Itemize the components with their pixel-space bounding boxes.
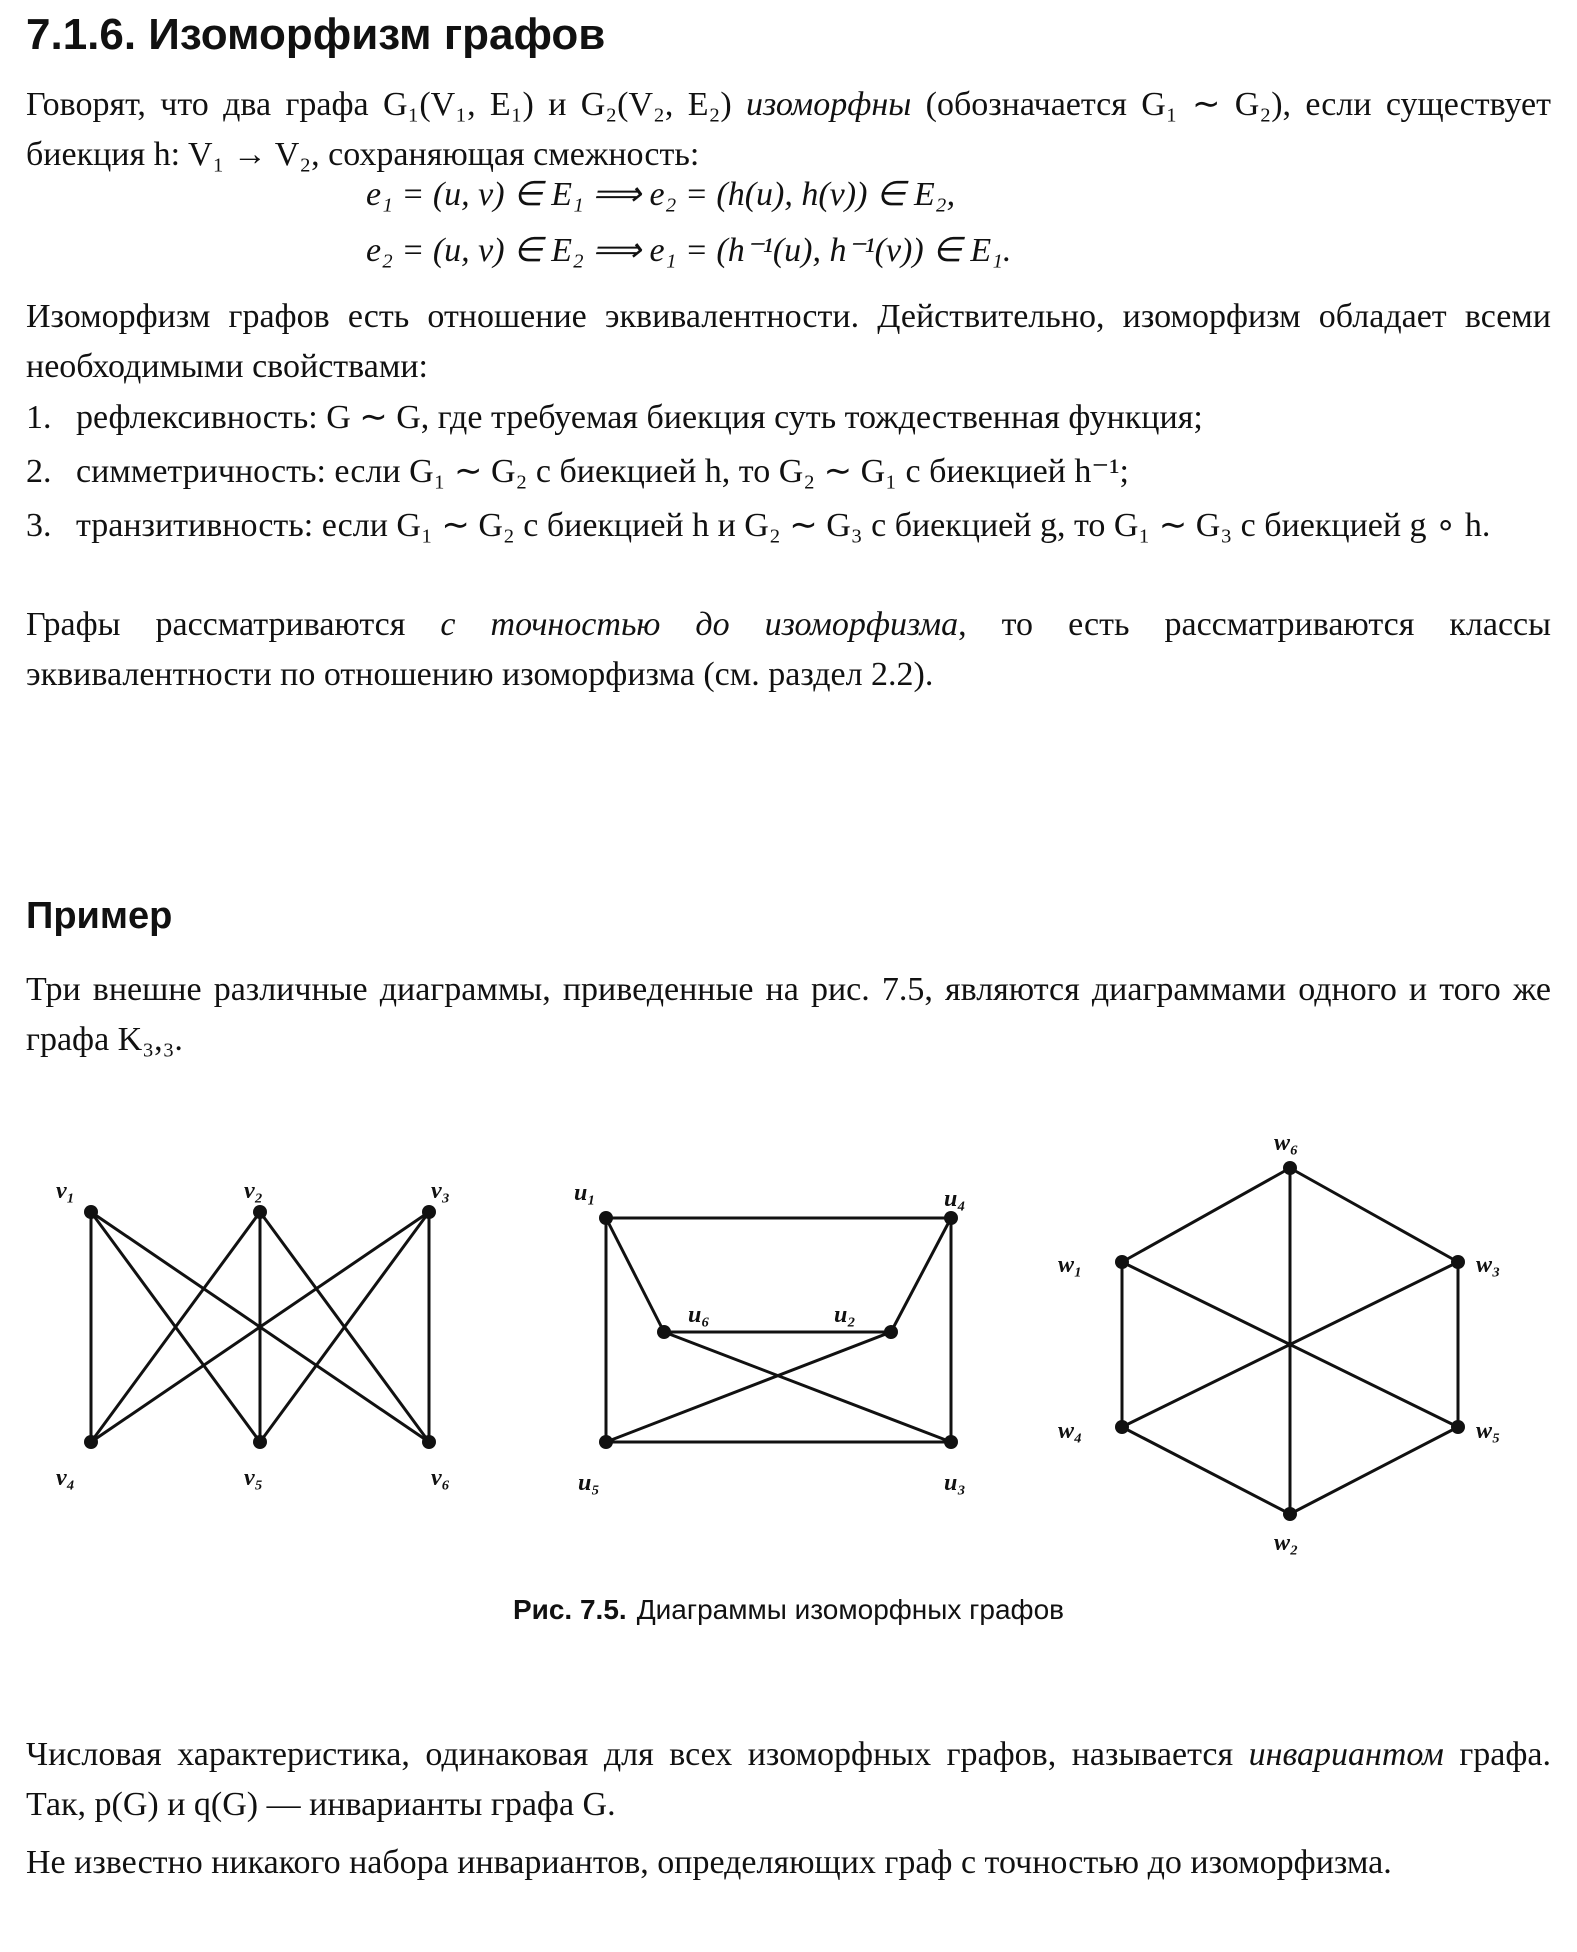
- vertex-label: u₂: [834, 1302, 856, 1328]
- vertex: [1115, 1420, 1129, 1434]
- vertex-label: v₅: [244, 1465, 264, 1491]
- vertex-label: v₂: [244, 1178, 264, 1204]
- property-number: 1.: [26, 399, 52, 436]
- graph-2-vertices: [599, 1211, 958, 1449]
- vertex-label: w₃: [1476, 1252, 1501, 1278]
- graph-1-labels: [56, 1178, 450, 1491]
- equivalence-paragraph: Изоморфизм графов есть отношение эквивалентности. Действительно, изоморфизм обладает всеми необходимыми свойствами:: [26, 298, 1551, 385]
- vertex-label: w₄: [1058, 1418, 1083, 1444]
- caption-text: Диаграммы изоморфных графов: [636, 1594, 1065, 1625]
- section-title: 7.1.6. Изоморфизм графов: [26, 10, 606, 59]
- invariant-text-1: Числовая характеристика, одинаковая для всех изоморфных графов, называется: [26, 1736, 1249, 1773]
- vertex: [884, 1325, 898, 1339]
- graph-3: [1122, 1168, 1458, 1514]
- equation-2: e₂ = (u, v) ∈ E₂ ⟹ e₁ = (h⁻¹(u), h⁻¹(v)) ∈ E₁.: [366, 232, 1012, 269]
- classes-text-1: Графы рассматриваются: [26, 606, 441, 643]
- vertex: [944, 1211, 958, 1225]
- vertex: [599, 1211, 613, 1225]
- vertex: [657, 1325, 671, 1339]
- equation-1: e₁ = (u, v) ∈ E₁ ⟹ e₂ = (h(u), h(v)) ∈ E₂,: [366, 176, 956, 213]
- vertex-label: w₂: [1274, 1530, 1299, 1556]
- vertex: [253, 1435, 267, 1449]
- property-text: рефлексивность: G ∼ G, где требуемая биекция суть тождественная функция;: [76, 399, 1203, 436]
- example-title: Пример: [26, 895, 173, 937]
- vertex-label: w₁: [1058, 1252, 1083, 1278]
- vertex-label: u₅: [578, 1470, 600, 1496]
- graph-3-labels: [1058, 1130, 1500, 1556]
- classes-italic: с точностью до изоморфизма: [440, 606, 959, 643]
- vertex-label: u₄: [944, 1186, 966, 1212]
- intro-paragraph: [26, 80, 1551, 180]
- vertex-label: u₃: [944, 1470, 966, 1496]
- vertex-label: w₆: [1274, 1130, 1299, 1156]
- vertex-label: v₄: [56, 1465, 76, 1491]
- vertex: [599, 1435, 613, 1449]
- vertex: [422, 1205, 436, 1219]
- vertex: [84, 1435, 98, 1449]
- vertex: [253, 1205, 267, 1219]
- vertex: [1283, 1507, 1297, 1521]
- property-number: 3.: [26, 507, 52, 544]
- invariant-paragraph: [26, 1730, 1551, 1830]
- vertex-label: w₅: [1476, 1418, 1501, 1444]
- vertex-label: v₁: [56, 1178, 76, 1204]
- vertex-label: v₆: [431, 1465, 451, 1491]
- intro-text-1: Говорят, что два графа G₁(V₁, E₁) и G₂(V₂, E₂): [26, 86, 747, 123]
- graph-2-labels: [574, 1180, 966, 1496]
- vertex-label: v₃: [431, 1178, 451, 1204]
- intro-italic: изоморфны: [746, 86, 912, 123]
- property-text: симметричность: если G₁ ∼ G₂ с биекцией h, то G₂ ∼ G₁ с биекцией h⁻¹;: [76, 453, 1129, 490]
- property-number: 2.: [26, 453, 52, 490]
- property-item: [26, 394, 1551, 442]
- vertex: [1451, 1255, 1465, 1269]
- classes-text-2: , то есть рассматриваются классы эквивалентности по отношению изоморфизма (см. раздел 2.2).: [26, 606, 1551, 693]
- vertex: [1115, 1255, 1129, 1269]
- property-text: транзитивность: если G₁ ∼ G₂ с биекцией h и G₂ ∼ G₃ с биекцией g, то G₁ ∼ G₃ с биекцией g ∘ h.: [76, 507, 1491, 544]
- invariant-italic: инвариантом: [1248, 1736, 1444, 1773]
- vertex: [1451, 1420, 1465, 1434]
- vertex: [1283, 1161, 1297, 1175]
- classes-paragraph: [26, 600, 1551, 700]
- vertex: [422, 1435, 436, 1449]
- caption-label: Рис. 7.5.: [512, 1594, 627, 1625]
- invariant-text-2: графа. Так, p(G) и q(G) — инварианты графа G.: [26, 1736, 1551, 1823]
- vertex-label: u₁: [574, 1180, 596, 1206]
- vertex: [84, 1205, 98, 1219]
- example-paragraph: Три внешне различные диаграммы, приведенные на рис. 7.5, являются диаграммами одного и того же графа K₃,₃.: [26, 971, 1551, 1058]
- graph-1: [91, 1212, 429, 1442]
- vertex: [944, 1435, 958, 1449]
- figure-caption: [26, 1594, 1551, 1626]
- figure-graphs: [26, 1100, 1551, 1560]
- property-item: [26, 502, 1551, 550]
- property-item: [26, 448, 1551, 496]
- properties-list: [26, 394, 1551, 550]
- intro-text-2: (обозначается G₁ ∼ G₂), если существует биекция h: V₁ → V₂, сохраняющая смежность:: [26, 86, 1551, 173]
- final-paragraph: Не известно никакого набора инвариантов, определяющих граф с точностью до изоморфизма.: [26, 1844, 1392, 1881]
- vertex-label: u₆: [688, 1302, 710, 1328]
